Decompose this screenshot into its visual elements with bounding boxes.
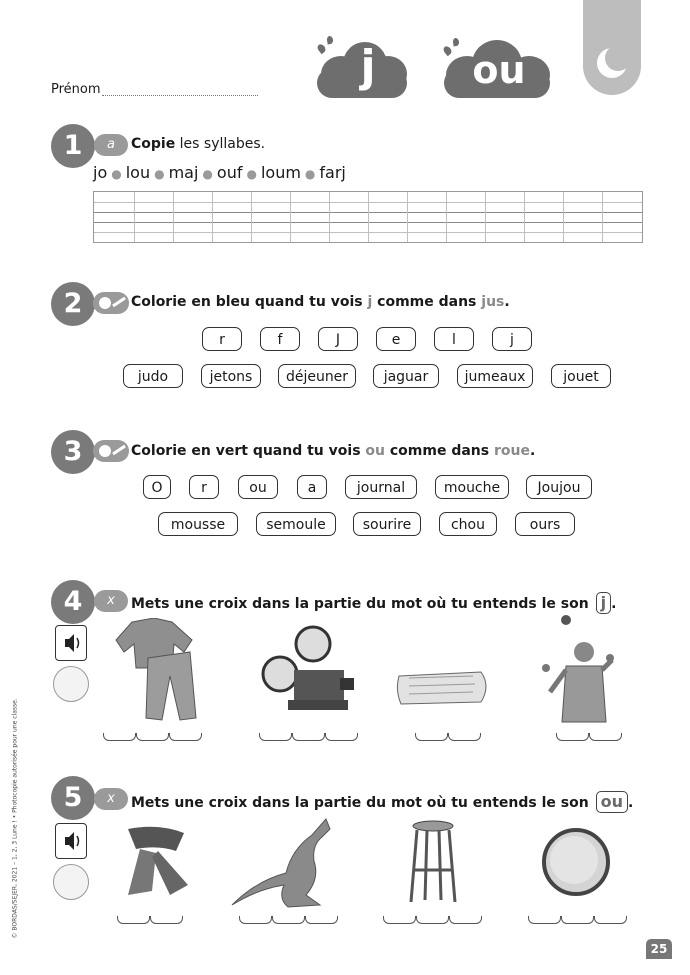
page-number: 25 [646,939,672,959]
kangaroo-image [228,815,340,911]
moon-tab [583,0,641,95]
exercise-instruction: Colorie en bleu quand tu vois j comme dans jus. [131,294,510,310]
syllable-arcs[interactable] [383,916,482,926]
instruction-text: les syllabes. [175,136,266,152]
cloud-sound-j [313,38,408,100]
instruction-verb: Mets [131,596,170,612]
copyright-text: © BORDAS/SEJER, 2021 – 1, 2, 3 Lune ! • Photocopie autorisée pour une classe. [11,698,19,939]
syllable-list: jo ● lou ● maj ● ouf ● loum ● farj [93,163,346,182]
syllable-arcs[interactable] [556,733,622,743]
color-box[interactable]: ours [515,512,575,536]
color-box[interactable]: jetons [201,364,261,388]
example-word: jus [481,294,505,310]
color-box[interactable]: jouet [551,364,611,388]
prenom-label: Prénom [51,82,101,97]
instruction-verb: Mets [131,795,170,811]
color-box[interactable]: O [143,475,171,499]
sound-j-label: j [360,41,376,92]
exercise-number: 5 [51,776,95,820]
syllable: ouf [216,163,243,182]
color-box[interactable]: r [202,327,242,351]
audio-tablet-icon[interactable] [55,625,87,661]
syllable-arcs[interactable] [259,733,358,743]
color-box[interactable]: judo [123,364,183,388]
color-box[interactable]: j [492,327,532,351]
color-box[interactable]: jaguar [373,364,439,388]
color-box[interactable]: Joujou [526,475,592,499]
exercise-number: 4 [51,580,95,624]
color-box[interactable]: a [297,475,327,499]
projector-image [258,622,358,714]
scarf-image [118,825,194,897]
picto-letter: a [107,137,115,152]
syllable: lou [125,163,151,182]
color-box[interactable]: e [376,327,416,351]
audio-tablet-icon[interactable] [55,823,87,859]
color-box[interactable]: semoule [256,512,336,536]
instruction-verb: Colorie [131,294,187,310]
copy-picto-icon [94,134,128,156]
exercise-instruction [131,136,265,152]
syllable-arcs[interactable] [415,733,481,743]
exercise-instruction: Colorie en vert quand tu vois ou comme dans roue. [131,443,536,459]
sound-ou-label: ou [472,48,526,92]
target-letter: j [367,294,373,310]
syllable-arcs[interactable] [528,916,627,926]
stool-image [407,820,459,904]
instruction-verb: Copie [131,136,176,152]
prenom-line[interactable] [102,95,258,96]
syllable: farj [319,163,346,182]
exercise-instruction: Mets une croix dans la partie du mot où tu entends le son ou . [131,792,634,811]
cloud-sound-ou [440,38,552,100]
syllable: jo [93,163,108,182]
picto-letter: x [107,791,115,806]
color-box[interactable]: J [318,327,358,351]
syllable-arcs[interactable] [103,733,202,743]
color-box[interactable]: chou [439,512,497,536]
color-box[interactable]: ou [238,475,278,499]
crayon-picto-icon [93,292,129,314]
target-letter: ou [365,443,385,459]
exercise-number: 2 [51,282,95,326]
children-faces-icon [53,864,89,900]
sound-ou-box: ou [596,791,628,813]
picto-letter: x [107,593,115,608]
writing-lines[interactable] [93,191,643,243]
color-box[interactable]: sourire [353,512,421,536]
example-word: roue [493,443,530,459]
color-box[interactable]: déjeuner [278,364,356,388]
color-box[interactable]: mousse [158,512,238,536]
pyjama-image [110,618,205,722]
color-box[interactable]: l [434,327,474,351]
exercise-number: 1 [51,124,95,168]
tambourine-image [540,824,612,898]
sound-j-box: j [596,592,611,614]
color-box[interactable]: f [260,327,300,351]
crayon-picto-icon [93,440,129,462]
cross-picto-icon [94,590,128,612]
exercise-number: 3 [51,430,95,474]
exercise-instruction: Mets une croix dans la partie du mot où tu entends le son j . [131,593,617,612]
color-box[interactable]: journal [345,475,417,499]
syllable-arcs[interactable] [239,916,338,926]
children-faces-icon [53,666,89,702]
syllable: maj [168,163,199,182]
syllable: loum [260,163,301,182]
color-box[interactable]: r [189,475,219,499]
newspaper-image [395,668,493,708]
syllable-arcs[interactable] [117,916,183,926]
color-box[interactable]: jumeaux [457,364,533,388]
crescent-moon-icon [593,44,631,82]
juggler-image [540,612,620,724]
instruction-verb: Colorie [131,443,187,459]
color-box[interactable]: mouche [435,475,509,499]
cross-picto-icon [94,788,128,810]
